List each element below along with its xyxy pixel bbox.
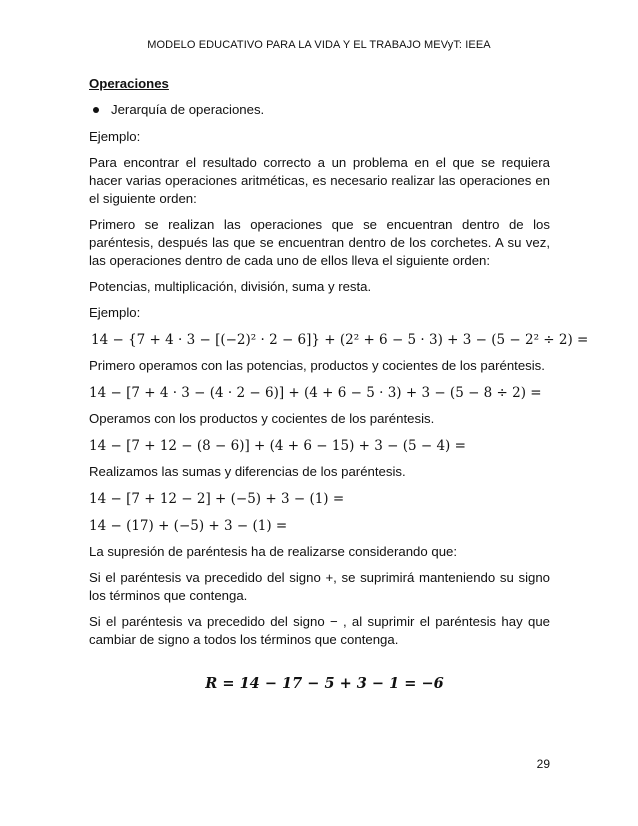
step-3-text: Realizamos las sumas y diferencias de los paréntesis. xyxy=(89,464,406,479)
bullet-item xyxy=(89,101,550,119)
step-2-text: Operamos con los productos y cocientes de los paréntesis. xyxy=(89,411,435,426)
bullet-icon xyxy=(93,107,99,113)
operations-order: Potencias, multiplicación, división, suma y resta. xyxy=(89,279,372,294)
equation-5: 14 − (17) + (−5) + 3 − (1) = xyxy=(89,518,288,534)
intro-paragraph: Para encontrar el resultado correcto a un problema en el que se requiera hacer varias operaciones aritméticas, es necesario realizar las operaciones en el siguiente orden: xyxy=(89,155,550,206)
section-title: Operaciones xyxy=(89,76,169,91)
order-paragraph: Primero se realizan las operaciones que se encuentran dentro de los paréntesis, después las que se encuentran dentro de los corchetes. A su vez, las operaciones dentro de cada uno de ellos lleva el siguiente orden: xyxy=(89,217,550,268)
page-number: 29 xyxy=(536,757,550,771)
equation-1: 14 − {7 + 4 · 3 − [(−2)² · 2 − 6]} + (2² + 6 − 5 · 3) + 3 − (5 − 2² ÷ 2) = xyxy=(91,332,589,348)
page-header: MODELO EDUCATIVO PARA LA VIDA Y EL TRABAJO MEVyT: IEEA xyxy=(147,39,491,51)
equation-3: 14 − [7 + 12 − (8 − 6)] + (4 + 6 − 15) + 3 − (5 − 4) = xyxy=(89,438,466,454)
equation-2: 14 − [7 + 4 · 3 − (4 · 2 − 6)] + (4 + 6 − 5 · 3) + 3 − (5 − 8 ÷ 2) = xyxy=(89,385,542,401)
example-label-1: Ejemplo: xyxy=(89,129,141,144)
final-result: R = 14 − 17 − 5 + 3 − 1 = −6 xyxy=(205,675,444,692)
rule-plus-sign: Si el paréntesis va precedido del signo +, se suprimirá manteniendo su signo los términos que contenga. xyxy=(89,570,550,603)
rule-minus-sign: Si el paréntesis va precedido del signo − , al suprimir el paréntesis hay que cambiar de signo a todos los términos que contenga. xyxy=(89,614,550,647)
bullet-text: Jerarquía de operaciones. xyxy=(111,102,265,117)
step-1-text: Primero operamos con las potencias, productos y cocientes de los paréntesis. xyxy=(89,358,545,373)
equation-4: 14 − [7 + 12 − 2] + (−5) + 3 − (1) = xyxy=(89,491,345,507)
page-content xyxy=(89,75,589,693)
suppression-intro: La supresión de paréntesis ha de realizarse considerando que: xyxy=(89,544,458,559)
example-label-2: Ejemplo: xyxy=(89,305,141,320)
